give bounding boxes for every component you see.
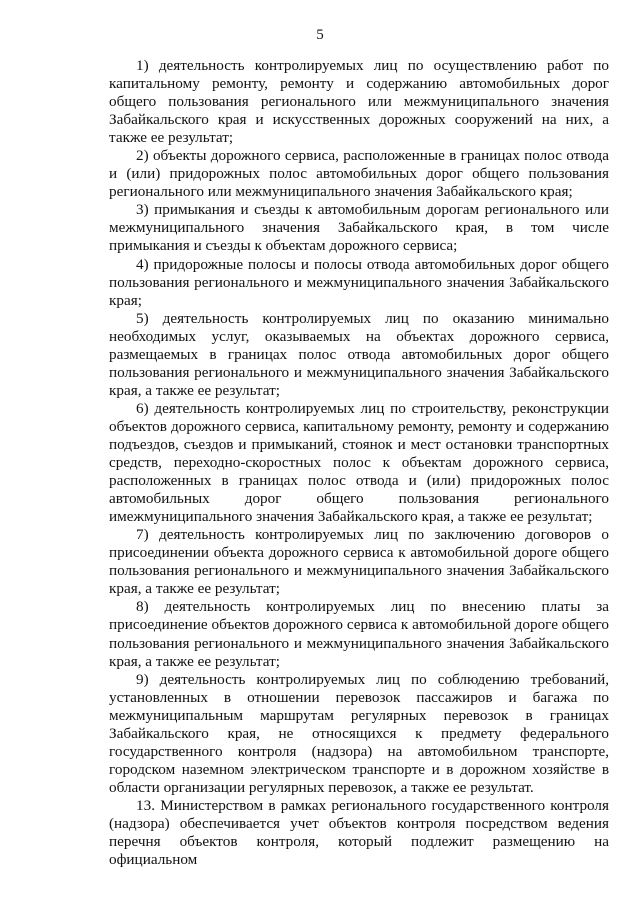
- list-item-3: 3) примыкания и съезды к автомобильным дорогам регионального или межмуниципального значения Забайкальского края, в том числе примыкания и съезды к объектам дорожного сервиса;: [109, 201, 609, 255]
- list-item-2: 2) объекты дорожного сервиса, расположенные в границах полос отвода и (или) придорожных полос автомобильных дорог общего пользования регионального или межмуниципального значения Забайкальского края;: [109, 147, 609, 201]
- document-body: [109, 57, 609, 869]
- list-item-4: 4) придорожные полосы и полосы отвода автомобильных дорог общего пользования регионального и межмуниципального значения Забайкальского края;: [109, 255, 609, 309]
- list-item-1: 1) деятельность контролируемых лиц по осуществлению работ по капитальному ремонту, ремонту и содержанию автомобильных дорог общего пользования регионального или межмуниципального значения Забайкальского края и искусственных дорожных сооружений на них, а также ее результат;: [109, 57, 609, 147]
- list-item-9: 9) деятельность контролируемых лиц по соблюдению требований, установленных в отношении перевозок пассажиров и багажа по межмуниципальным маршрутам регулярных перевозок в границах Забайкальского края, не относящихся к предмету федерального государственного контроля (надзора) на автомобильном транспорте, городском наземном электрическом транспорте и в дорожном хозяйстве в области организации регулярных перевозок, а также ее результат.: [109, 670, 609, 796]
- list-item-8: 8) деятельность контролируемых лиц по внесению платы за присоединение объектов дорожного сервиса к автомобильной дороге общего пользования регионального и межмуниципального значения Забайкальского края, а также ее результат;: [109, 598, 609, 670]
- page-number: 5: [316, 27, 324, 43]
- list-item-5: 5) деятельность контролируемых лиц по оказанию минимально необходимых услуг, оказываемых на объектах дорожного сервиса, размещаемых в границах полос отвода автомобильных дорог общего пользования регионального и межмуниципального значения Забайкальского края, а также ее результат;: [109, 309, 609, 399]
- section-13-paragraph: 13. Министерством в рамках регионального государственного контроля (надзора) обеспечивается учет объектов контроля посредством ведения перечня объектов контроля, который подлежит размещению на официальном: [109, 796, 609, 869]
- list-item-6: 6) деятельность контролируемых лиц по строительству, реконструкции объектов дорожного сервиса, капитальному ремонту, ремонту и содержанию подъездов, съездов и примыканий, стоянок и мест остановки транспортных средств, переходно-скоростных полос к объектам дорожного сервиса, расположенных в границах полос отвода и (или) придорожных полос автомобильных дорог общего пользования регионального имежмуниципального значения Забайкальского края, а также ее результат;: [109, 399, 609, 526]
- list-item-7: 7) деятельность контролируемых лиц по заключению договоров о присоединении объекта дорожного сервиса к автомобильной дороге общего пользования регионального и межмуниципального значения Забайкальского края, а также ее результат;: [109, 526, 609, 598]
